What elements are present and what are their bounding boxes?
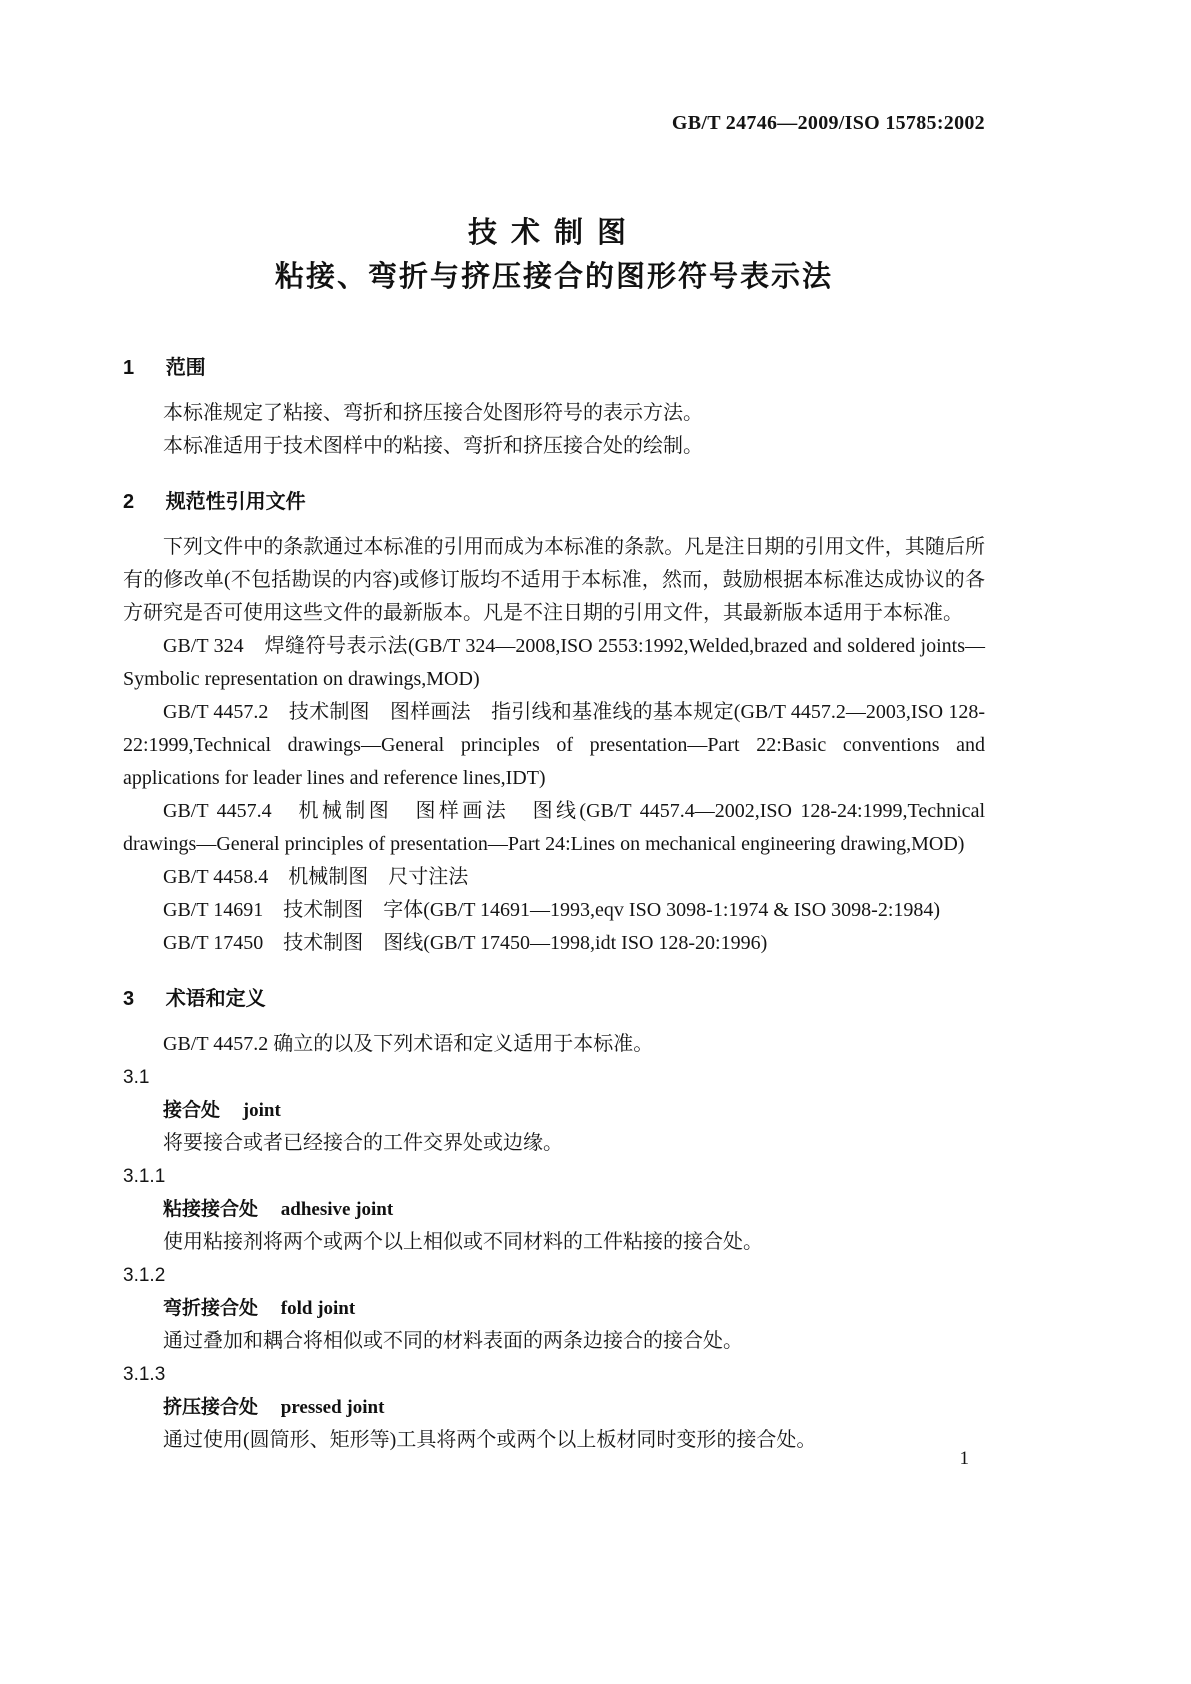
- term-name: [123, 1193, 985, 1226]
- terms-intro: GB/T 4457.2 确立的以及下列术语和定义适用于本标准。: [163, 1033, 654, 1055]
- section-title: 规范性引用文件: [165, 491, 306, 513]
- reference-item: GB/T 4457.2 技术制图 图样画法 指引线和基准线的基本规定(GB/T 4457.2—2003,ISO 128-22:1999,Technical drawings—General principles of presentation—Part 22:Basic conventions and applications for leader lines and reference lines,IDT): [123, 701, 985, 789]
- section-number: 2: [123, 491, 135, 513]
- section-title: 术语和定义: [165, 988, 266, 1010]
- term-number: 3.1.2: [123, 1265, 166, 1286]
- term-definition: 通过叠加和耦合将相似或不同的材料表面的两条边接合的接合处。: [163, 1330, 743, 1352]
- doc-number: GB/T 24746—2009/ISO 15785:2002: [671, 112, 985, 134]
- term-block: [123, 1160, 985, 1259]
- term-name-zh: 粘接接合处: [163, 1199, 259, 1220]
- reference-item: GB/T 4457.4 机械制图 图样画法 图线(GB/T 4457.4—2002,ISO 128-24:1999,Technical drawings—General principles of presentation—Part 24:Lines on mechanical engineering drawing,MOD): [123, 800, 985, 855]
- reference-item: GB/T 324 焊缝符号表示法(GB/T 324—2008,ISO 2553:1992,Welded,brazed and soldered joints—Symbolic representation on drawings,MOD): [123, 635, 985, 690]
- term-name: [123, 1391, 985, 1424]
- scope-paragraph-1: 本标准规定了粘接、弯折和挤压接合处图形符号的表示方法。: [163, 402, 703, 424]
- term-number: 3.1: [123, 1067, 150, 1088]
- term-name: [123, 1292, 985, 1325]
- term-number: 3.1.1: [123, 1166, 166, 1187]
- term-name-zh: 挤压接合处: [163, 1397, 259, 1418]
- section-scope: [123, 355, 985, 463]
- term-definition: 将要接合或者已经接合的工件交界处或边缘。: [163, 1132, 563, 1154]
- section-title: 范围: [165, 357, 206, 379]
- term-block: [123, 1061, 985, 1160]
- reference-item: GB/T 14691 技术制图 字体(GB/T 14691—1993,eqv ISO 3098-1:1974 & ISO 3098-2:1984): [163, 899, 941, 921]
- section-number: 3: [123, 988, 135, 1010]
- references-intro: 下列文件中的条款通过本标准的引用而成为本标准的条款。凡是注日期的引用文件，其随后所有的修改单(不包括勘误的内容)或修订版均不适用于本标准，然而，鼓励根据本标准达成协议的各方研究是否可使用这些文件的最新版本。凡是不注日期的引用文件，其最新版本适用于本标准。: [123, 536, 985, 624]
- reference-item: GB/T 17450 技术制图 图线(GB/T 17450—1998,idt ISO 128-20:1996): [163, 932, 768, 954]
- term-block: [123, 1358, 985, 1457]
- doc-title-line1: 技术制图: [467, 217, 640, 249]
- term-name-zh: 弯折接合处: [163, 1298, 259, 1319]
- page-number: 1: [959, 1448, 969, 1469]
- doc-title-line2: 粘接、弯折与挤压接合的图形符号表示法: [274, 261, 833, 293]
- term-block: [123, 1259, 985, 1358]
- section-number: 1: [123, 357, 135, 379]
- term-number: 3.1.3: [123, 1364, 166, 1385]
- section-terms-definitions: [123, 986, 985, 1457]
- title-block: [123, 211, 985, 299]
- scope-paragraph-2: 本标准适用于技术图样中的粘接、弯折和挤压接合处的绘制。: [163, 435, 703, 457]
- section-references-heading: [123, 489, 985, 515]
- term-name-zh: 接合处: [163, 1100, 221, 1121]
- term-name: [123, 1094, 985, 1127]
- reference-item: GB/T 4458.4 机械制图 尺寸注法: [163, 866, 469, 888]
- term-name-en: adhesive joint: [280, 1199, 394, 1220]
- section-terms-heading: [123, 986, 985, 1012]
- term-name-en: fold joint: [280, 1298, 356, 1319]
- term-name-en: joint: [242, 1100, 281, 1121]
- term-definition: 使用粘接剂将两个或两个以上相似或不同材料的工件粘接的接合处。: [163, 1231, 763, 1253]
- section-scope-heading: [123, 355, 985, 381]
- term-definition: 通过使用(圆筒形、矩形等)工具将两个或两个以上板材同时变形的接合处。: [163, 1429, 817, 1451]
- section-normative-references: [123, 489, 985, 960]
- term-name-en: pressed joint: [280, 1397, 385, 1418]
